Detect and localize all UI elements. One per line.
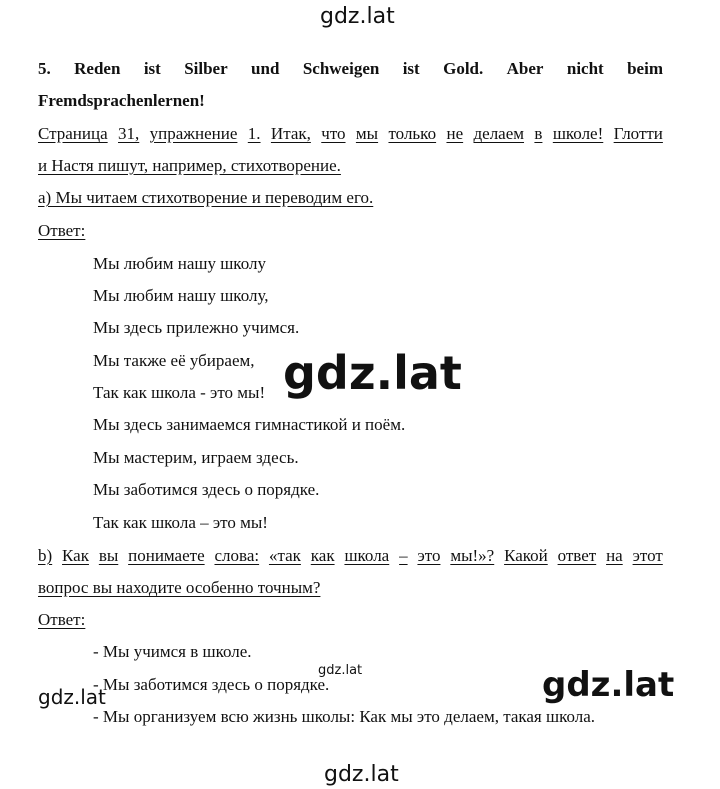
word: в (534, 124, 543, 143)
word: ответ (557, 546, 597, 565)
watermark-small: gdz.lat (318, 663, 363, 678)
word: этот (632, 546, 663, 565)
word: на (606, 546, 623, 565)
word: Silber (184, 59, 228, 78)
answer-item: - Мы учимся в школе. (93, 642, 252, 661)
exercise-title-line-1 (38, 60, 663, 77)
poem-line: Так как школа - это мы! (93, 383, 266, 402)
intro-line-2: и Настя пишут, например, стихотворение. (38, 156, 341, 175)
answer-item: - Мы заботимся здесь о порядке. (93, 675, 330, 694)
watermark-top: gdz.lat (320, 4, 395, 29)
word: 31, (118, 124, 140, 143)
word: это (417, 546, 441, 565)
watermark-bottom: gdz.lat (324, 762, 399, 787)
word: Aber (506, 59, 544, 78)
word: Итак, (270, 124, 311, 143)
poem-line: Мы здесь прилежно учимся. (93, 318, 300, 337)
word: понимаете (128, 546, 205, 565)
word: b) (38, 546, 53, 565)
word: слова: (214, 546, 260, 565)
answer-label: Ответ: (38, 221, 86, 240)
word: только (388, 124, 437, 143)
word: nicht (566, 59, 604, 78)
poem-line: Так как школа – это мы! (93, 513, 268, 532)
poem-line: Мы мастерим, играем здесь. (93, 448, 299, 467)
word: Gold. (443, 59, 484, 78)
poem-line: Мы заботимся здесь о порядке. (93, 480, 320, 499)
word: Schweigen (302, 59, 380, 78)
word: «так (268, 546, 301, 565)
word: 5. (38, 59, 51, 78)
word: beim (627, 59, 663, 78)
task-b-line-2: вопрос вы находите особенно точным? (38, 578, 321, 597)
poem-line: Мы также её убираем, (93, 351, 255, 370)
poem-line: Мы здесь занимаемся гимнастикой и поём. (93, 415, 406, 434)
word: упражнение (149, 124, 238, 143)
poem-line: Мы любим нашу школу (93, 254, 266, 273)
word: делаем (473, 124, 525, 143)
word: вы (98, 546, 119, 565)
watermark-right: gdz.lat (542, 668, 678, 702)
word: мы (355, 124, 379, 143)
answer-label: Ответ: (38, 610, 86, 629)
word: und (251, 59, 280, 78)
word: Как (62, 546, 89, 565)
word: Глотти (613, 124, 663, 143)
intro-line-1 (38, 125, 663, 142)
watermark-center: gdz.lat (283, 346, 462, 400)
word: 1. (247, 124, 261, 143)
word: ist (402, 59, 420, 78)
word: что (321, 124, 346, 143)
watermark-left: gdz.lat (38, 685, 106, 709)
word: как (310, 546, 335, 565)
word: школа (344, 546, 390, 565)
poem-line: Мы любим нашу школу, (93, 286, 269, 305)
word: – (399, 546, 408, 565)
word: не (446, 124, 464, 143)
word: Какой (504, 546, 548, 565)
word: мы!»? (450, 546, 495, 565)
word: школе! (552, 124, 604, 143)
word: Reden (74, 59, 121, 78)
word: ist (143, 59, 161, 78)
answer-item: - Мы организуем всю жизнь школы: Как мы это делаем, такая школа. (93, 707, 596, 726)
word: Страница (38, 124, 108, 143)
task-b-line-1 (38, 547, 663, 564)
task-a: а) Мы читаем стихотворение и переводим его. (38, 188, 374, 207)
exercise-title-line-2: Fremdsprachenlernen! (38, 91, 205, 110)
